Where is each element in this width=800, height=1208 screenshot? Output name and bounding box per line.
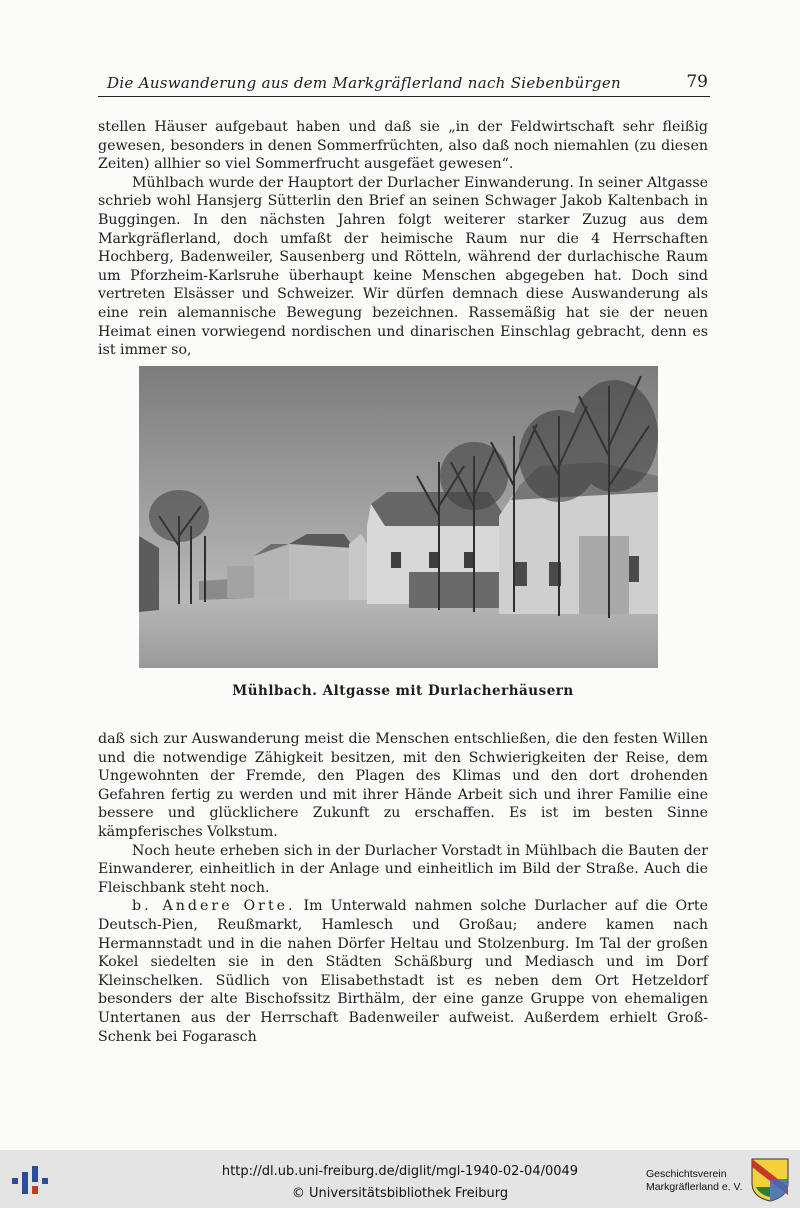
paragraph-1: stellen Häuser aufgebaut haben und daß sie „in der Feldwirtschaft sehr fleißig gewesen, besonders in denen Sommerfrüchten, also daß noch niemahlen (zu diesen Zeiten) allhier so viel Sommerfrucht ausgefäet gewesen“. [98, 119, 708, 173]
paragraph-4: Noch heute erheben sich in der Durlacher Vorstadt in Mühlbach die Bauten der Einwanderer, einheitlich in der Anlage und einheitlich im Bild der Straße. Auch die Fleischbank steht noch. [98, 842, 708, 896]
society-line-2: Markgräflerland e. V. [646, 1181, 743, 1193]
coat-of-arms-icon [750, 1157, 790, 1207]
permalink-url[interactable]: http://dl.ub.uni-freiburg.de/diglit/mgl-1940-02-04/0049 [221, 1164, 579, 1179]
section-text: Im Unterwald nahmen solche Durlacher auf die Orte Deutsch-Pien, Reußmarkt, Hamlesch und Großau; andere kamen nach Hermannstadt und in die nahen Dörfer Heltau und Stolzenburg. Im Tal der großen Kokel siedelten sie in den Städten Schäßburg und Mediasch und im Dorf Kleinschelken. Südlich von Elisabethstadt ist es neben dem Ort Hetzeldorf besonders der alte Bischofssitz Birthälm, der eine ganze Gruppe von ehemaligen Untertanen aus der Herrschaft Badenweiler aufweist. Außerdem erhielt Groß-Schenk bei Fogarasch [98, 898, 709, 1045]
paragraph-2: Mühlbach wurde der Hauptort der Durlacher Einwanderung. In seiner Altgasse schrieb wohl Hansjerg Sütterlin den Brief an seinen Schwager Jakob Kaltenbach in Buggingen. In den nächsten Jahren folgt weiterer starker Zuzug aus dem Markgräflerland, doch umfaßt der heimische Raum nur die 4 Herrschaften Hochberg, Badenweiler, Sausenberg und Rötteln, während der durlachische Raum um Pforzheim-Karlsruhe überhaupt keine Menschen abgegeben hat. Doch sind vertreten Elsässer und Schweizer. Wir dürfen demnach diese Auswanderung als eine rein alemannische Bewegung bezeichnen. Rassemäßig hat sie der neuen Heimat einen vorwiegend nordischen und dinarischen Einschlag gebracht, denn es ist immer so, [98, 174, 708, 359]
page-number: 79 [686, 72, 708, 92]
society-line-1: Geschichtsverein [646, 1168, 727, 1180]
paragraph-3: daß sich zur Auswanderung meist die Menschen entschließen, die den festen Willen und die notwendige Zähigkeit besitzen, mit den Schwierigkeiten der Reise, dem Ungewohnten der Fremde, den Plagen des Klimas und den dort drohenden Gefahren fertig zu werden und mit ihrer Hände Arbeit sich und ihrer Familie eine bessere und glücklichere Zukunft zu erschaffen. Es ist im besten Sinne kämpferisches Volkstum. [98, 731, 708, 840]
street-photograph [139, 366, 658, 668]
body-text-top [98, 118, 708, 360]
header-title: Die Auswanderung aus dem Markgräflerland nach Siebenbürgen [107, 74, 621, 92]
paragraph-5 [98, 897, 708, 1046]
ub-freiburg-logo-icon [10, 1164, 50, 1202]
section-label: b. Andere Orte. [132, 898, 296, 915]
copyright-notice: © Universitätsbibliothek Freiburg [291, 1186, 509, 1201]
body-text-bottom [98, 730, 708, 1046]
running-header [98, 70, 710, 97]
society-name [646, 1168, 743, 1194]
figure-caption: Mühlbach. Altgasse mit Durlacherhäusern [232, 683, 574, 699]
viewer-footer [0, 1150, 800, 1208]
